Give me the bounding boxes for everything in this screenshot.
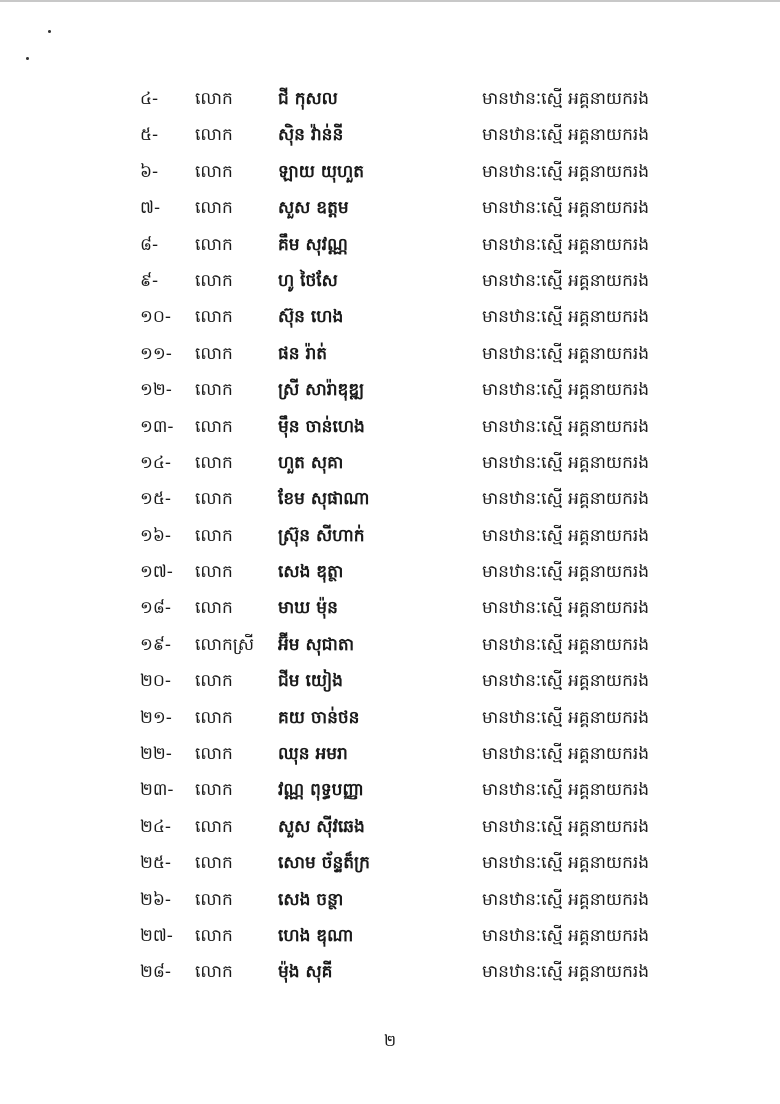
item-number: ១០- xyxy=(140,307,172,328)
list-item xyxy=(0,881,780,917)
person-name: ស្រី សារ៉ាឌុឌ្ឍ xyxy=(278,380,365,401)
honorific: លោក xyxy=(195,380,233,401)
position-title: មានឋានៈស្មើ អគ្គនាយករង xyxy=(482,489,650,510)
position-title: មានឋានៈស្មើ អគ្គនាយករង xyxy=(482,525,650,546)
list-item xyxy=(0,917,780,953)
position-title: មានឋានៈស្មើ អគ្គនាយករង xyxy=(482,562,650,583)
item-number: ២០- xyxy=(140,671,172,692)
item-number: ២១- xyxy=(140,707,172,728)
item-number: ៤- xyxy=(140,89,159,109)
position-title: មានឋានៈស្មើ អគ្គនាយករង xyxy=(482,125,650,146)
position-title: មានឋានៈស្មើ អគ្គនាយករង xyxy=(482,270,650,291)
position-title: មានឋានៈស្មើ អគ្គនាយករង xyxy=(482,198,650,219)
list-item xyxy=(0,335,780,371)
list-item xyxy=(0,153,780,189)
honorific: លោក xyxy=(195,89,233,109)
honorific: លោក xyxy=(195,744,233,765)
person-name: គយ ចាន់ថន xyxy=(278,707,360,728)
position-title: មានឋានៈស្មើ អគ្គនាយករង xyxy=(482,234,650,255)
honorific: លោក xyxy=(195,307,233,328)
list-item xyxy=(0,735,780,771)
honorific: លោក xyxy=(195,416,233,437)
position-title: មានឋានៈស្មើ អគ្គនាយករង xyxy=(482,598,650,619)
position-title: មានឋានៈស្មើ អគ្គនាយករង xyxy=(482,634,650,655)
honorific: លោក xyxy=(195,452,233,473)
honorific: លោក xyxy=(195,161,233,182)
person-name: ជីម យៀង xyxy=(278,671,343,692)
list-item xyxy=(0,189,780,225)
position-title: មានឋានៈស្មើ អគ្គនាយករង xyxy=(482,962,650,983)
position-title: មានឋានៈស្មើ អគ្គនាយករង xyxy=(482,889,650,910)
honorific: លោក xyxy=(195,707,233,728)
position-title: មានឋានៈស្មើ អគ្គនាយករង xyxy=(482,744,650,765)
honorific: លោក xyxy=(195,925,233,946)
list-item xyxy=(0,480,780,516)
page-number: ២ xyxy=(383,1031,397,1050)
person-name: អ៊ីម សុជាតា xyxy=(278,634,355,655)
position-title: មានឋានៈស្មើ អគ្គនាយករង xyxy=(482,161,650,182)
position-title: មានឋានៈស្មើ អគ្គនាយករង xyxy=(482,452,650,473)
honorific: លោក xyxy=(195,962,233,983)
person-name: សួស ឧត្តម xyxy=(278,198,349,219)
person-name: ផន រ៉ាត់ xyxy=(278,343,328,364)
item-number: ៦- xyxy=(140,161,159,182)
scan-speck xyxy=(48,30,51,33)
item-number: ២៨- xyxy=(140,962,172,983)
list-item xyxy=(0,808,780,844)
honorific: លោក xyxy=(195,125,233,146)
person-name: ហូ ថៃសែ xyxy=(278,270,338,291)
honorific: លោកស្រី xyxy=(195,634,255,655)
position-title: មានឋានៈស្មើ អគ្គនាយករង xyxy=(482,416,650,437)
item-number: ២៤- xyxy=(140,816,172,837)
list-item xyxy=(0,953,780,989)
item-number: ១៦- xyxy=(140,525,172,546)
person-name: ឈុន អមរា xyxy=(278,744,348,765)
person-name: ស្រ៊ុន សីហាក់ xyxy=(278,525,365,546)
list-item xyxy=(0,80,780,116)
top-border-rule xyxy=(0,0,780,2)
honorific: លោក xyxy=(195,234,233,255)
person-name: ឡាយ យុហួត xyxy=(278,161,365,182)
position-title: មានឋានៈស្មើ អគ្គនាយករង xyxy=(482,307,650,328)
item-number: ៥- xyxy=(140,125,159,146)
position-title: មានឋានៈស្មើ អគ្គនាយករង xyxy=(482,816,650,837)
item-number: ១៤- xyxy=(140,452,172,473)
list-item xyxy=(0,298,780,334)
person-name: សេង ឌុត្ថា xyxy=(278,562,344,583)
person-name: ហួត សុគា xyxy=(278,452,344,473)
person-name: ម៉ឹន ចាន់ហេង xyxy=(278,416,365,437)
list-item xyxy=(0,699,780,735)
list-item xyxy=(0,844,780,880)
list-item xyxy=(0,626,780,662)
honorific: លោក xyxy=(195,780,233,801)
item-number: ១៧- xyxy=(140,562,173,583)
list-item xyxy=(0,771,780,807)
position-title: មានឋានៈស្មើ អគ្គនាយករង xyxy=(482,925,650,946)
honorific: លោក xyxy=(195,816,233,837)
person-name: ជី កុសល xyxy=(278,89,338,109)
position-title: មានឋានៈស្មើ អគ្គនាយករង xyxy=(482,343,650,364)
honorific: លោក xyxy=(195,853,233,874)
item-number: ២២- xyxy=(140,744,172,765)
item-number: ១៩- xyxy=(140,634,172,655)
person-name: មាឃ ម៉ុន xyxy=(278,598,338,619)
person-name: ខែម សុផាណា xyxy=(278,489,370,510)
honorific: លោក xyxy=(195,270,233,291)
list-item xyxy=(0,517,780,553)
list-item xyxy=(0,662,780,698)
item-number: ២៣- xyxy=(140,780,174,801)
honorific: លោក xyxy=(195,889,233,910)
person-name: គឹម សុវណ្ណ xyxy=(278,234,348,255)
item-number: ៧- xyxy=(140,198,161,219)
person-name: ស៊ុន ហេង xyxy=(278,307,344,328)
honorific: លោក xyxy=(195,598,233,619)
scan-speck xyxy=(26,57,29,60)
item-number: ១១- xyxy=(140,343,172,364)
person-name: វណ្ណ ពុទ្ធបញ្ញា xyxy=(278,780,364,801)
item-number: ១២- xyxy=(140,380,172,401)
appointee-list xyxy=(0,80,780,990)
position-title: មានឋានៈស្មើ អគ្គនាយករង xyxy=(482,671,650,692)
item-number: ២៦- xyxy=(140,889,172,910)
person-name: ហេង ឌុណា xyxy=(278,925,354,946)
item-number: ១៣- xyxy=(140,416,174,437)
honorific: លោក xyxy=(195,198,233,219)
person-name: សួស ស៊ីវឆេង xyxy=(278,816,365,837)
item-number: ២៧- xyxy=(140,925,173,946)
list-item xyxy=(0,226,780,262)
list-item xyxy=(0,371,780,407)
position-title: មានឋានៈស្មើ អគ្គនាយករង xyxy=(482,707,650,728)
list-item xyxy=(0,444,780,480)
person-name: សេង ចន្ថា xyxy=(278,889,344,910)
honorific: លោក xyxy=(195,525,233,546)
item-number: ៩- xyxy=(140,270,159,291)
position-title: មានឋានៈស្មើ អគ្គនាយករង xyxy=(482,853,650,874)
item-number: ១៥- xyxy=(140,489,172,510)
person-name: សោម ច័ន្ទត៏ក្រ xyxy=(278,853,370,874)
item-number: ២៥- xyxy=(140,853,172,874)
position-title: មានឋានៈស្មើ អគ្គនាយករង xyxy=(482,380,650,401)
person-name: ស៊ិន វ៉ាន់នី xyxy=(278,125,344,146)
item-number: ៨- xyxy=(140,234,159,255)
list-item xyxy=(0,116,780,152)
list-item xyxy=(0,262,780,298)
list-item xyxy=(0,553,780,589)
person-name: ម៉ុង សុគី xyxy=(278,962,333,983)
honorific: លោក xyxy=(195,343,233,364)
honorific: លោក xyxy=(195,671,233,692)
list-item xyxy=(0,589,780,625)
position-title: មានឋានៈស្មើ អគ្គនាយករង xyxy=(482,780,650,801)
honorific: លោក xyxy=(195,562,233,583)
list-item xyxy=(0,408,780,444)
item-number: ១៨- xyxy=(140,598,172,619)
position-title: មានឋានៈស្មើ អគ្គនាយករង xyxy=(482,89,650,109)
honorific: លោក xyxy=(195,489,233,510)
